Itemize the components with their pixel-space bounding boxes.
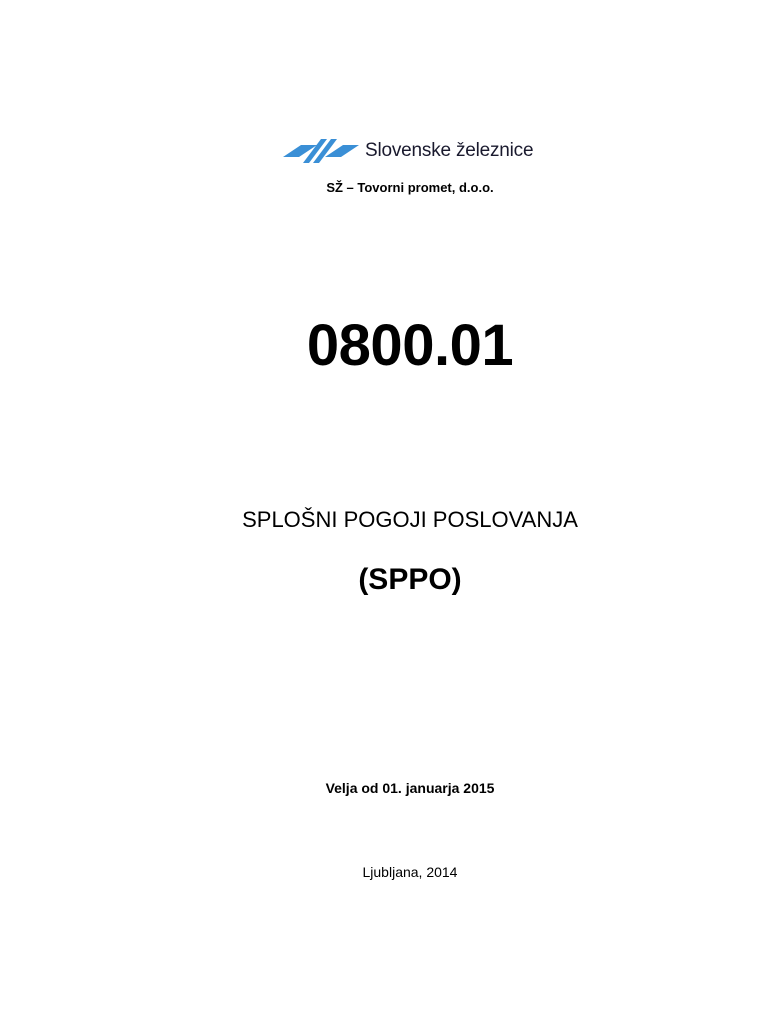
validity-date: Velja od 01. januarja 2015 xyxy=(325,780,495,796)
slovenske-zeleznice-logo-icon xyxy=(283,137,359,165)
document-title: SPLOŠNI POGOJI POSLOVANJA xyxy=(242,507,578,532)
place-and-year: Ljubljana, 2014 xyxy=(362,864,458,880)
document-abbreviation: (SPPO) xyxy=(358,563,462,596)
company-name: SŽ – Tovorni promet, d.o.o. xyxy=(326,180,494,195)
logo-wordmark: Slovenske železnice xyxy=(365,140,534,161)
document-number: 0800.01 xyxy=(306,313,514,378)
company-logo xyxy=(283,136,533,166)
